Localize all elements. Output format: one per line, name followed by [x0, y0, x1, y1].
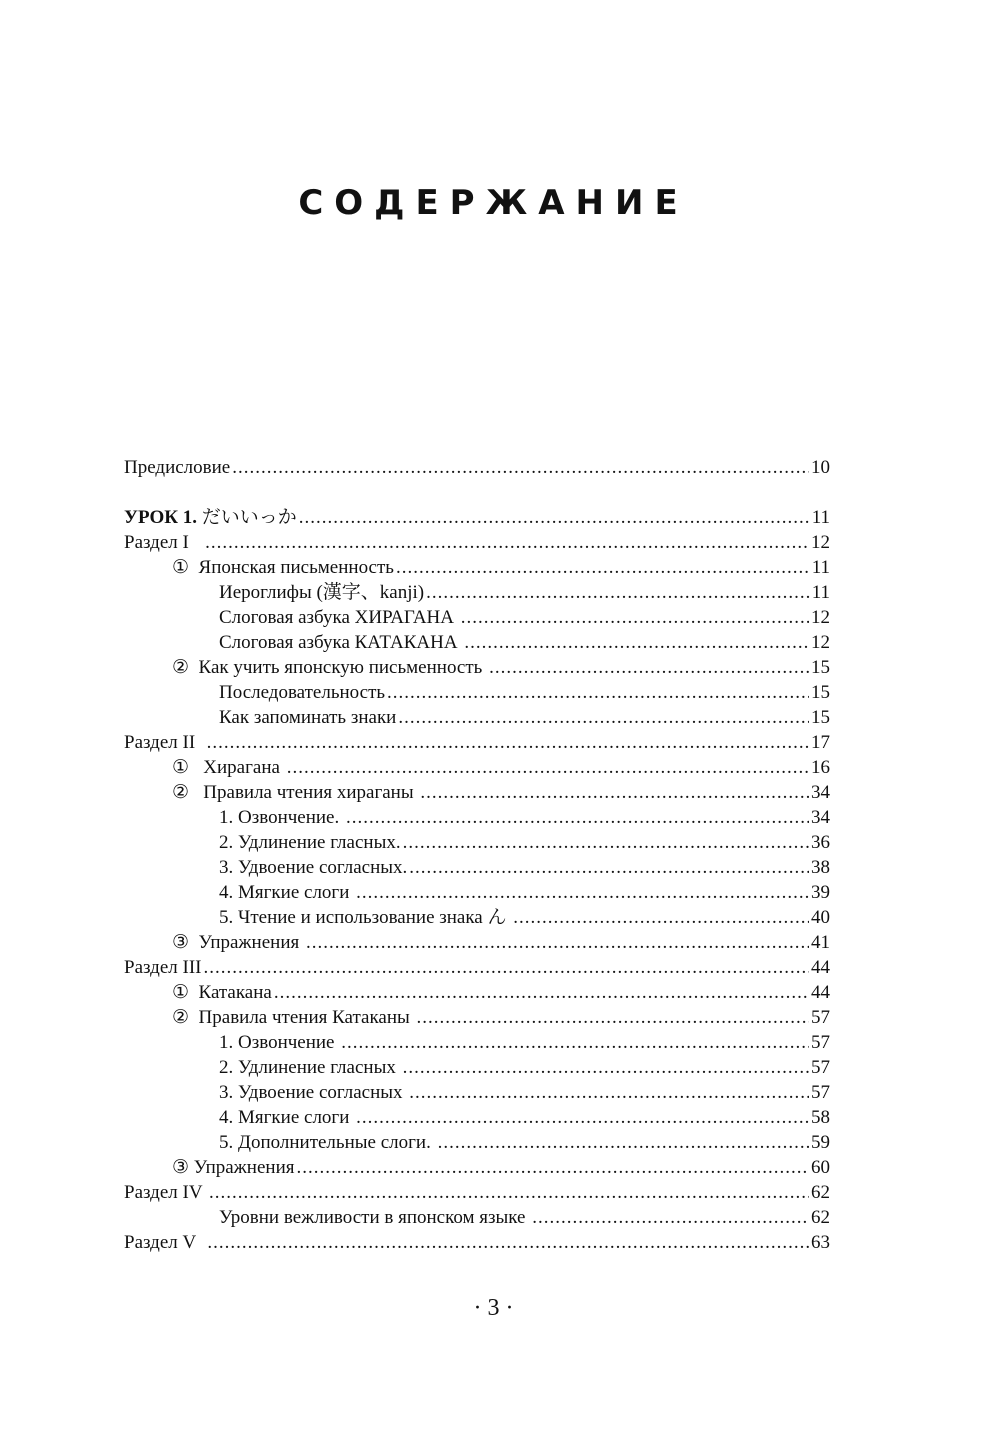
toc-entry-page: 44	[811, 957, 830, 978]
toc-entry-label	[219, 1055, 401, 1080]
toc-entry-label-text: Иероглифы (漢字、kanji)	[219, 582, 425, 603]
toc-entry-label-text: ③ Упражнения	[172, 1157, 295, 1178]
toc-entry-page: 16	[811, 757, 830, 778]
toc-entry-label	[219, 705, 396, 730]
toc-entry	[124, 630, 830, 655]
toc-entry-page: 58	[811, 1107, 830, 1128]
toc-entry-page: 15	[811, 657, 830, 678]
toc-entry	[124, 1030, 830, 1055]
dot-leader	[205, 530, 809, 555]
toc-entry-page: 12	[811, 532, 830, 553]
toc-entry	[124, 1055, 830, 1080]
toc-entry-label	[219, 880, 354, 905]
toc-entry	[124, 655, 830, 680]
toc-entry-label	[172, 1005, 415, 1030]
toc-entry-label	[172, 930, 304, 955]
dot-leader	[306, 930, 809, 955]
dot-leader	[287, 755, 809, 780]
toc-entry-label-text: 2. Удлинение гласных.	[219, 832, 401, 853]
toc-entry-page: 15	[811, 682, 830, 703]
toc-entry	[124, 1205, 830, 1230]
toc-entry	[124, 680, 830, 705]
toc-entry-label-text: Уровни вежливости в японском языке	[219, 1207, 531, 1228]
toc-entry-page: 62	[811, 1207, 830, 1228]
dot-leader	[464, 630, 809, 655]
toc-entry	[124, 1180, 830, 1205]
toc-entry-label	[124, 455, 230, 480]
page-title: СОДЕРЖАНИЕ	[298, 183, 689, 223]
toc-entry-label	[172, 655, 487, 680]
toc-entry-label-text: ③ Упражнения	[172, 932, 304, 953]
table-of-contents	[124, 455, 830, 1255]
toc-entry	[124, 580, 830, 605]
toc-entry-label	[219, 605, 459, 630]
toc-entry-page: 57	[811, 1007, 830, 1028]
toc-entry	[124, 505, 830, 530]
toc-entry-label-text: 1. Озвончение.	[219, 807, 344, 828]
toc-entry	[124, 1155, 830, 1180]
dot-leader	[387, 680, 809, 705]
toc-entry-label	[219, 1105, 354, 1130]
dot-leader	[420, 780, 809, 805]
dot-leader	[209, 1180, 809, 1205]
toc-entry	[124, 1080, 830, 1105]
toc-entry-label	[219, 830, 401, 855]
dot-leader	[232, 455, 809, 480]
dot-leader	[396, 555, 810, 580]
toc-entry-page: 12	[811, 607, 830, 628]
dot-leader	[203, 955, 809, 980]
toc-entry	[124, 1130, 830, 1155]
toc-entry-label-text: 3. Удвоение согласных.	[219, 857, 408, 878]
toc-entry	[124, 780, 830, 805]
dot-leader	[417, 1005, 809, 1030]
toc-entry	[124, 1005, 830, 1030]
toc-entry-label	[219, 805, 344, 830]
toc-entry-page: 38	[811, 857, 830, 878]
toc-entry-label	[124, 1230, 205, 1255]
dot-leader	[299, 505, 810, 530]
toc-entry-page: 34	[811, 807, 830, 828]
toc-entry	[124, 605, 830, 630]
toc-entry-label-text: 5. Чтение и использование знака ん	[219, 907, 512, 928]
toc-entry-label	[219, 855, 407, 880]
toc-entry-label	[124, 955, 201, 980]
toc-entry-page: 17	[811, 732, 830, 753]
toc-entry	[124, 830, 830, 855]
toc-entry-page: 40	[811, 907, 830, 928]
dot-leader	[207, 1230, 809, 1255]
toc-entry-label	[219, 580, 424, 605]
toc-entry-label-text: Раздел IV	[124, 1182, 207, 1203]
toc-entry-label-text: ① Хирагана	[172, 757, 285, 778]
dot-leader	[532, 1205, 809, 1230]
toc-entry-page: 39	[811, 882, 830, 903]
dot-leader	[513, 905, 809, 930]
toc-entry	[124, 980, 830, 1005]
toc-entry	[124, 955, 830, 980]
toc-entry-label	[172, 980, 272, 1005]
dot-leader	[409, 855, 809, 880]
toc-entry-page: 36	[811, 832, 830, 853]
toc-entry	[124, 530, 830, 555]
toc-entry-page: 11	[811, 507, 830, 528]
toc-entry-page: 10	[811, 457, 830, 478]
toc-entry-page: 44	[811, 982, 830, 1003]
toc-entry	[124, 1230, 830, 1255]
toc-entry-label-text: Как запоминать знаки	[219, 707, 397, 728]
toc-entry-label	[124, 505, 297, 530]
toc-entry-label	[172, 1155, 294, 1180]
toc-entry-label-text: Предисловие	[124, 457, 231, 478]
dot-leader	[341, 1030, 809, 1055]
dot-leader	[403, 830, 809, 855]
toc-entry-page: 11	[811, 582, 830, 603]
toc-entry-label-text: 4. Мягкие слоги	[219, 1107, 355, 1128]
toc-entry-page: 34	[811, 782, 830, 803]
toc-entry	[124, 730, 830, 755]
toc-entry-label-text: Слоговая азбука КАТАКАНА	[219, 632, 463, 653]
toc-entry-label	[172, 555, 394, 580]
toc-entry-label-text: だいいっか	[201, 507, 297, 528]
toc-entry	[124, 855, 830, 880]
toc-entry-page: 41	[811, 932, 830, 953]
dot-leader	[356, 1105, 809, 1130]
toc-entry-label-text: Раздел II	[124, 732, 205, 753]
toc-entry-label	[172, 755, 285, 780]
toc-entry-label	[219, 1030, 339, 1055]
toc-entry-label-text: ① Японская письменность	[172, 557, 394, 578]
toc-entry-label-text: Слоговая азбука ХИРАГАНА	[219, 607, 459, 628]
toc-entry	[124, 930, 830, 955]
toc-entry	[124, 705, 830, 730]
toc-entry-page: 60	[811, 1157, 830, 1178]
toc-entry-label	[219, 1080, 407, 1105]
toc-entry-label	[219, 905, 511, 930]
dot-leader	[274, 980, 809, 1005]
toc-entry	[124, 555, 830, 580]
toc-entry	[124, 905, 830, 930]
toc-entry	[124, 805, 830, 830]
dot-leader	[398, 705, 809, 730]
toc-entry-label	[219, 1130, 436, 1155]
toc-entry	[124, 1105, 830, 1130]
toc-entry-label	[172, 780, 418, 805]
toc-entry	[124, 455, 830, 480]
page-number: · 3 ·	[473, 1295, 514, 1321]
dot-leader	[207, 730, 809, 755]
toc-entry-label-text: ② Как учить японскую письменность	[172, 657, 488, 678]
dot-leader	[403, 1055, 809, 1080]
toc-entry-page: 57	[811, 1057, 830, 1078]
toc-entry-page: 62	[811, 1182, 830, 1203]
dot-leader	[489, 655, 809, 680]
toc-entry-label	[124, 730, 205, 755]
toc-entry-label-text: Последовательность	[219, 682, 386, 703]
toc-entry-label-text: ② Правила чтения Катаканы	[172, 1007, 415, 1028]
toc-entry-label	[219, 630, 462, 655]
toc-entry-page: 11	[811, 557, 830, 578]
dot-leader	[346, 805, 809, 830]
toc-entry-label	[124, 530, 203, 555]
toc-entry-label-text: 3. Удвоение согласных	[219, 1082, 408, 1103]
toc-entry-page: 57	[811, 1082, 830, 1103]
toc-entry-label-text: Раздел I	[124, 532, 204, 553]
toc-entry-label	[219, 680, 385, 705]
toc-entry-label-text: Раздел V	[124, 1232, 206, 1253]
dot-leader	[438, 1130, 809, 1155]
toc-entry-page: 57	[811, 1032, 830, 1053]
toc-entry-page: 12	[811, 632, 830, 653]
dot-leader	[356, 880, 809, 905]
dot-leader	[409, 1080, 809, 1105]
toc-entry	[124, 880, 830, 905]
dot-leader	[426, 580, 810, 605]
toc-entry-label-text: ② Правила чтения хираганы	[172, 782, 419, 803]
toc-entry-label-text: 2. Удлинение гласных	[219, 1057, 401, 1078]
toc-entry-label	[124, 1180, 207, 1205]
toc-entry	[124, 755, 830, 780]
toc-entry-label-text: 1. Озвончение	[219, 1032, 340, 1053]
toc-entry-label-text: 5. Дополнительные слоги.	[219, 1132, 436, 1153]
toc-entry-label-text: 4. Мягкие слоги	[219, 882, 355, 903]
toc-entry-label-text: Раздел III	[124, 957, 202, 978]
toc-entry-page: 15	[811, 707, 830, 728]
toc-entry-label-bold: УРОК 1.	[124, 507, 202, 528]
dot-leader	[461, 605, 809, 630]
toc-entry-page: 63	[811, 1232, 830, 1253]
toc-entry-label-text: ① Катакана	[172, 982, 272, 1003]
toc-entry-label	[219, 1205, 530, 1230]
dot-leader	[296, 1155, 809, 1180]
toc-entry-page: 59	[811, 1132, 830, 1153]
